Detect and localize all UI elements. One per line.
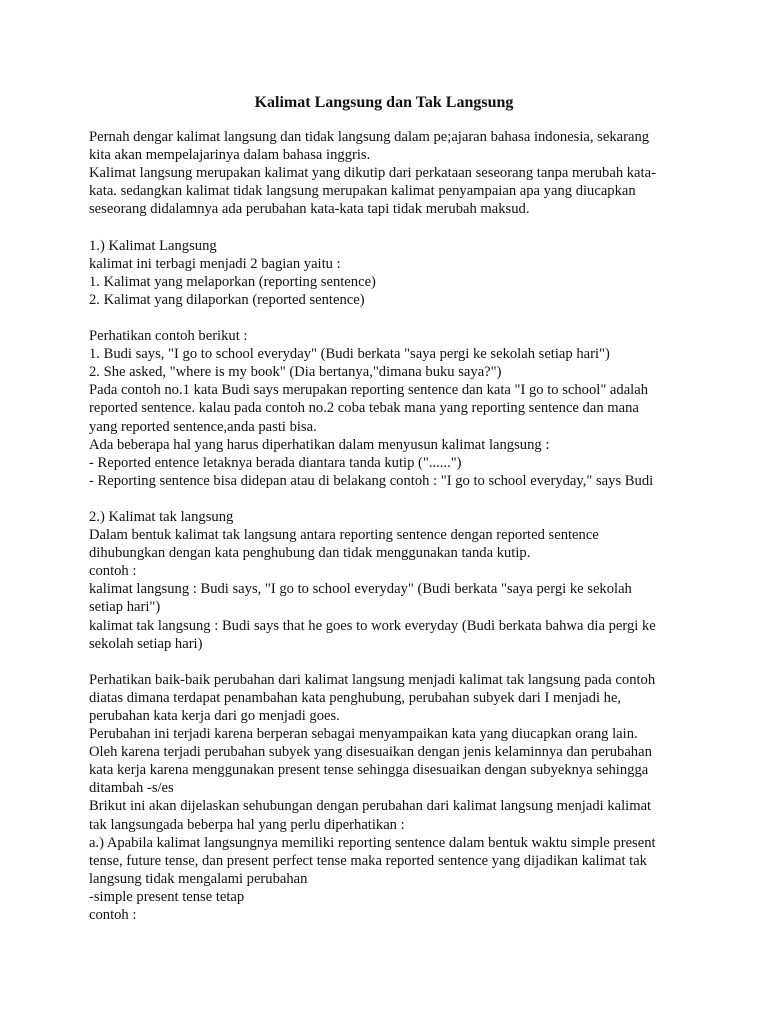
text-line: perubahan kata kerja dari go menjadi goes. <box>89 708 340 724</box>
text-line: kalimat ini terbagi menjadi 2 bagian yaitu : <box>89 255 341 272</box>
text-line: tak langsungada beberpa hal yang perlu diperhatikan : <box>89 816 405 833</box>
text-line: kita akan mempelajarinya dalam bahasa inggris. <box>89 147 371 164</box>
text-line: seseorang didalamnya ada perubahan kata-kata tapi tidak merubah maksud. <box>89 201 530 218</box>
text-line: -simple present tense tetap <box>89 888 245 905</box>
text-line: Pernah dengar kalimat langsung dan tidak langsung dalam pe;ajaran bahasa indonesia, sekarang <box>89 129 650 145</box>
text-line: yang reported sentence,anda pasti bisa. <box>89 418 317 435</box>
text-line: contoh : <box>89 563 137 580</box>
text-line: - Reporting sentence bisa didepan atau di belakang contoh : "I go to school everyday," says Budi <box>89 472 654 489</box>
text-line: setiap hari") <box>89 599 161 616</box>
paragraph-gap <box>89 490 689 508</box>
text-line: 2. She asked, "where is my book" (Dia bertanya,"dimana buku saya?") <box>89 364 502 381</box>
text-line: Oleh karena terjadi perubahan subyek yang disesuaikan dengan jenis kelaminnya dan perubahan <box>89 744 652 761</box>
paragraph-gap <box>89 309 689 327</box>
text-line: tense, future tense, dan present perfect tense maka reported sentence yang dijadikan kalimat tak <box>89 852 647 869</box>
text-line: a.) Apabila kalimat langsungnya memiliki reporting sentence dalam bentuk waktu simple present <box>89 834 656 851</box>
text-line: - Reported entence letaknya berada diantara tanda kutip ("......") <box>89 454 462 471</box>
text-line: kalimat tak langsung : Budi says that he goes to work everyday (Budi berkata bahwa dia pergi ke <box>89 617 656 634</box>
text-line: reported sentence. kalau pada contoh no.2 coba tebak mana yang reporting sentence dan mana <box>89 400 639 417</box>
text-line: 2. Kalimat yang dilaporkan (reported sentence) <box>89 291 365 308</box>
text-line: Perhatikan contoh berikut : <box>89 328 248 345</box>
document-body <box>89 128 689 924</box>
text-line: Perubahan ini terjadi karena berperan sebagai menyampaikan kata yang diucapkan orang lain. <box>89 726 638 743</box>
text-line: Dalam bentuk kalimat tak langsung antara reporting sentence dengan reported sentence <box>89 527 599 544</box>
text-line: Brikut ini akan dijelaskan sehubungan dengan perubahan dari kalimat langsung menjadi kalimat <box>89 798 652 815</box>
text-line: sekolah setiap hari) <box>89 635 203 652</box>
text-line: ditambah -s/es <box>89 780 174 797</box>
text-line: dihubungkan dengan kata penghubung dan tidak menggunakan tanda kutip. <box>89 545 531 562</box>
text-line: Pada contoh no.1 kata Budi says merupakan reporting sentence dan kata "I go to school" adalah <box>89 382 649 399</box>
text-line: contoh : <box>89 907 137 924</box>
text-line: 2.) Kalimat tak langsung <box>89 508 234 525</box>
text-line: Kalimat langsung merupakan kalimat yang dikutip dari perkataan seseorang tanpa merubah kata- <box>89 165 656 182</box>
text-line: Ada beberapa hal yang harus diperhatikan dalam menyusun kalimat langsung : <box>89 436 550 453</box>
text-line: langsung tidak mengalami perubahan <box>89 870 308 887</box>
text-line: Perhatikan baik-baik perubahan dari kalimat langsung menjadi kalimat tak langsung pada contoh <box>89 671 656 688</box>
text-line: kata kerja karena menggunakan present tense sehingga disesuaikan dengan subyeknya sehingga <box>89 762 649 779</box>
text-line: kata. sedangkan kalimat tidak langsung merupakan kalimat penyampaian apa yang diucapkan <box>89 183 636 200</box>
paragraph-gap <box>89 218 689 236</box>
text-line: 1.) Kalimat Langsung <box>89 237 217 254</box>
paragraph-gap <box>89 653 689 671</box>
text-line: kalimat langsung : Budi says, "I go to school everyday" (Budi berkata "saya pergi ke sekolah <box>89 581 632 598</box>
text-line: diatas dimana terdapat penambahan kata penghubung, perubahan subyek dari I menjadi he, <box>89 689 622 706</box>
text-line: 1. Kalimat yang melaporkan (reporting sentence) <box>89 273 376 290</box>
text-line: 1. Budi says, "I go to school everyday" (Budi berkata "saya pergi ke sekolah setiap hari") <box>89 346 610 363</box>
document-title: Kalimat Langsung dan Tak Langsung <box>254 94 514 111</box>
